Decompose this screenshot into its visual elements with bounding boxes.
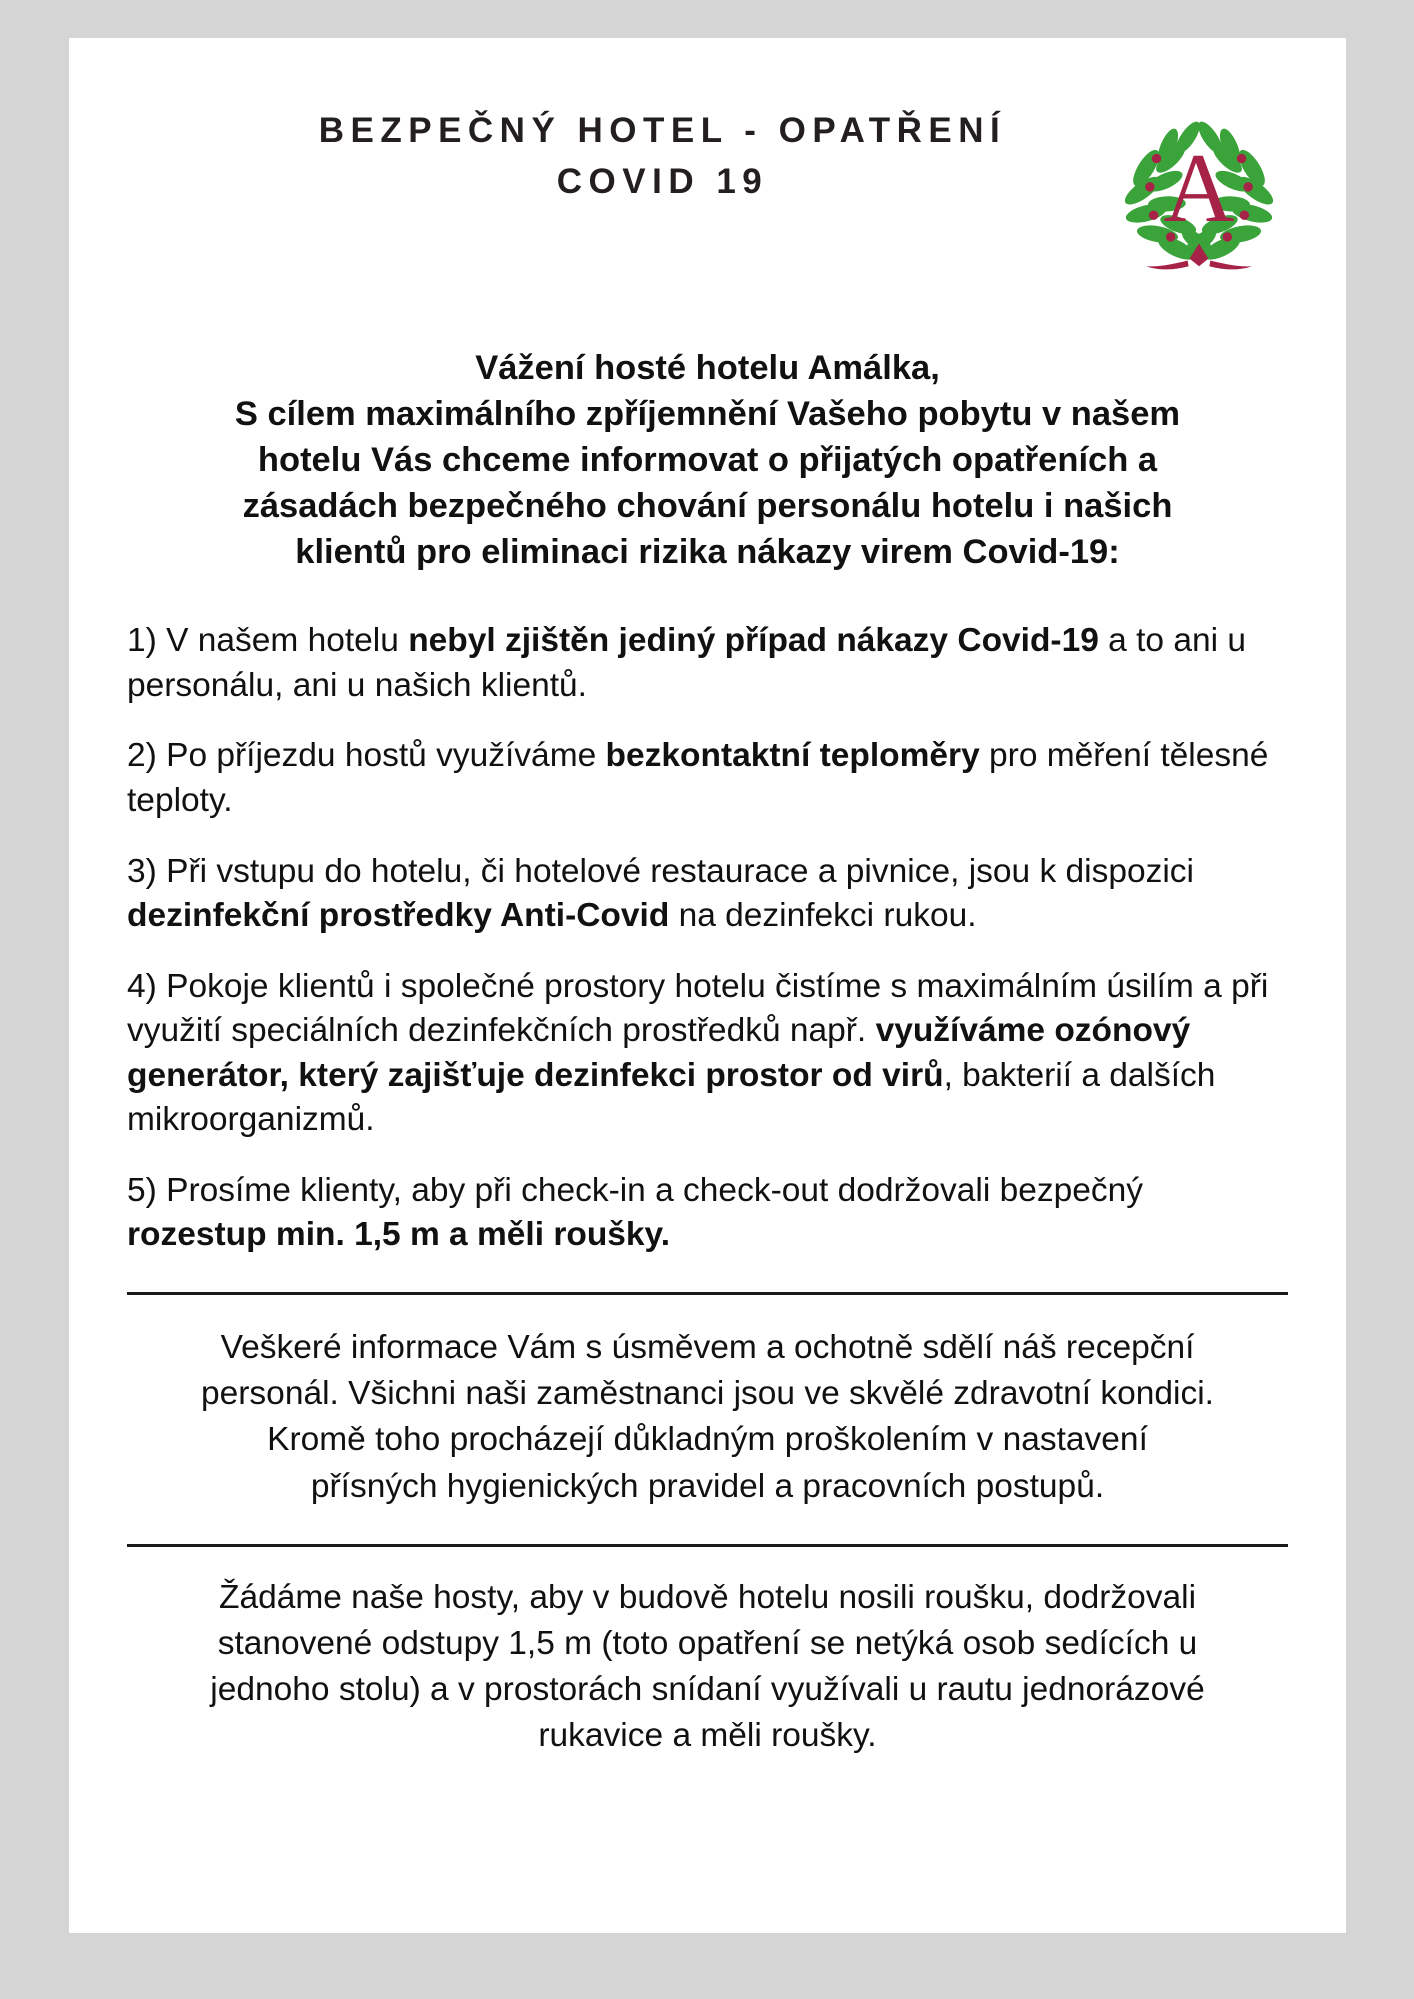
measure-text: 2) Po příjezdu hostů využíváme [127, 737, 606, 775]
closing-paragraph [127, 1325, 1288, 1510]
measure-item-5 [127, 1169, 1288, 1258]
intro-line-5: klientů pro eliminaci rizika nákazy virem Covid-19: [295, 532, 1120, 571]
laurel-wreath-icon [1104, 100, 1294, 270]
intro-paragraph [127, 346, 1288, 575]
measure-emphasis: bezkontaktní teploměry [605, 737, 980, 775]
measure-text: 4) Pokoje klientů i společné prostory hotelu čistíme s maximálním úsilím a při využití speciálních dezinfekčních prostředků např. [127, 967, 1269, 1050]
measure-emphasis: dezinfekční prostředky Anti-Covid [127, 897, 670, 935]
intro-line-3: hotelu Vás chceme informovat o přijatých opatřeních a [257, 440, 1158, 479]
intro-line-2: S cílem maximálního zpříjemnění Vašeho pobytu v našem [234, 394, 1181, 433]
footer-note-paragraph [127, 1575, 1288, 1760]
logo-letter: A [1163, 133, 1235, 243]
closing-line-2: personál. Všichni naši zaměstnanci jsou ve skvělé zdravotní kondici. [201, 1375, 1214, 1413]
measure-text: na dezinfekci rukou. [669, 897, 977, 935]
measure-emphasis: nebyl zjištěn jediný případ nákazy Covid-19 [408, 622, 1099, 660]
document-header [69, 38, 1346, 302]
measure-emphasis: rozestup min. 1,5 m a měli roušky. [127, 1216, 671, 1254]
measure-emphasis: využíváme ozónový generátor, který zajišťuje dezinfekci prostor od virů [127, 1012, 1191, 1094]
document-page [69, 38, 1346, 1933]
intro-line-1: Vážení hosté hotelu Amálka, [475, 349, 940, 387]
measure-text: , bakterií a dalších mikroorganizmů. [127, 1056, 1216, 1139]
divider-rule-bottom [127, 1544, 1288, 1547]
document-body [69, 346, 1346, 1760]
measure-text: 1) V našem hotelu [127, 622, 409, 660]
measure-text: 3) Při vstupu do hotelu, či hotelové restaurace a pivnice, jsou k dispozici [127, 852, 1194, 890]
footer-line-4: rukavice a měli roušky. [538, 1717, 877, 1755]
measures-list [127, 619, 1288, 1258]
measure-item-2 [127, 734, 1288, 823]
measure-text: a to ani u personálu, ani u našich klientů. [127, 622, 1246, 704]
measure-text: pro měření tělesné teploty. [127, 737, 1269, 820]
footer-line-3: jednoho stolu) a v prostorách snídaní využívali u rautu jednorázové [210, 1671, 1205, 1709]
measure-item-3 [127, 850, 1288, 939]
closing-line-4: přísných hygienických pravidel a pracovních postupů. [310, 1467, 1105, 1505]
closing-line-1: Veškeré informace Vám s úsměvem a ochotně sdělí náš recepční [220, 1328, 1195, 1366]
measure-text: 5) Prosíme klienty, aby při check-in a check-out dodržovali bezpečný [127, 1171, 1144, 1209]
measure-item-4 [127, 965, 1288, 1143]
measure-item-1 [127, 619, 1288, 708]
footer-line-2: stanovené odstupy 1,5 m (toto opatření se netýká osob sedících u [217, 1625, 1198, 1663]
title-line-1: BEZPEČNÝ HOTEL - OPATŘENÍ [318, 111, 1007, 150]
footer-line-1: Žádáme naše hosty, aby v budově hotelu nosili roušku, dodržovali [218, 1578, 1197, 1616]
closing-line-3: Kromě toho procházejí důkladným proškolením v nastavení [267, 1421, 1148, 1459]
laurel-wreath-logo [1104, 100, 1294, 270]
intro-line-4: zásadách bezpečného chování personálu hotelu i našich [242, 486, 1173, 525]
title-line-2: COVID 19 [556, 161, 769, 201]
divider-rule-top [127, 1292, 1288, 1295]
